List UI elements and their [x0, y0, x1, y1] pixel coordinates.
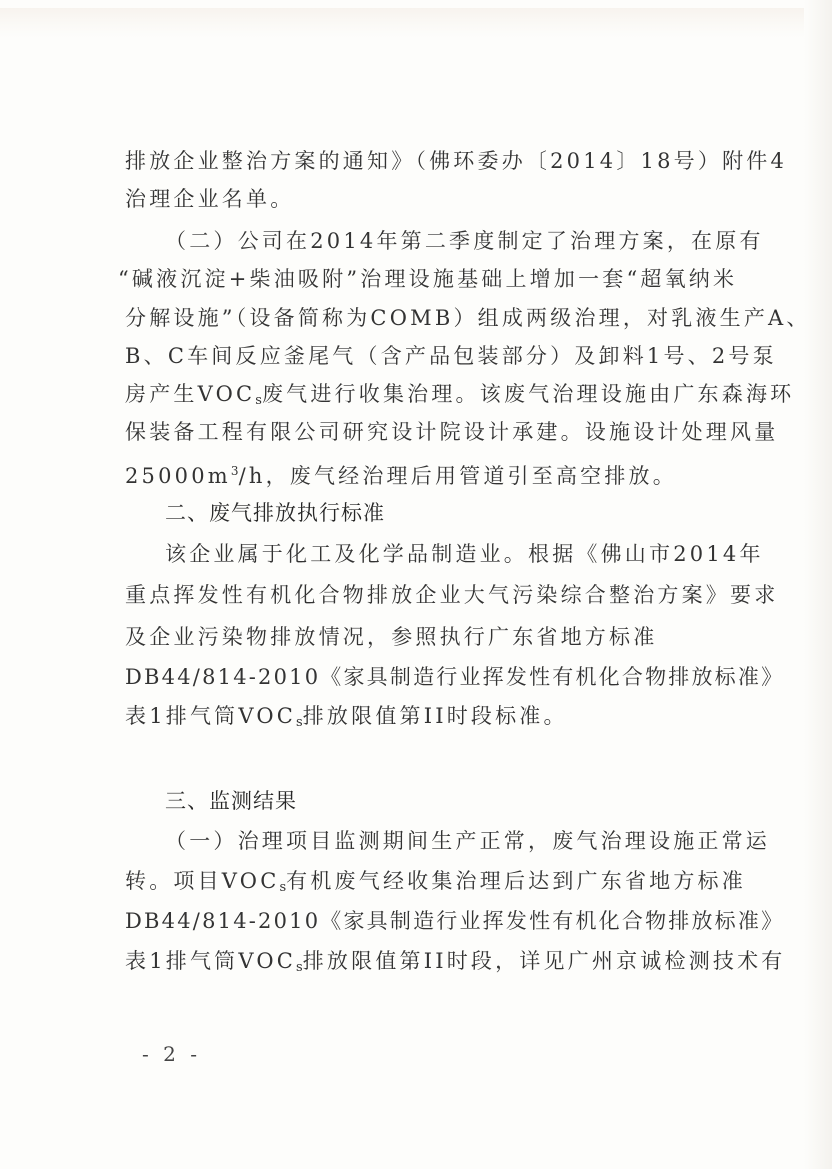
subscript-s: s: [255, 393, 262, 408]
superscript-3: 3: [230, 464, 239, 478]
text-run: 转。项目VOC: [125, 869, 280, 893]
paragraph-line: [125, 703, 725, 736]
text-run: 房产生VOC: [125, 382, 256, 406]
paragraph-line: [125, 381, 795, 414]
paragraph-line: [125, 948, 786, 981]
text-run: 表1排气筒VOC: [125, 949, 297, 973]
paragraph-line: （一）治理项目监测期间生产正常，废气治理设施正常运: [165, 829, 770, 853]
paragraph-line: 治理企业名单。: [125, 187, 295, 211]
paragraph-line: B、C车间反应釜尾气（含产品包装部分）及卸料1号、2号泵: [125, 344, 777, 368]
text-run: 排放限值第II时段，详见广州京诚检测技术有: [302, 949, 786, 973]
paragraph-line: 该企业属于化工及化学品制造业。根据《佛山市2014年: [165, 542, 764, 566]
paragraph-line: [125, 458, 725, 489]
section-heading-2: 二、废气排放执行标准: [165, 501, 385, 525]
paragraph-line: （二）公司在2014年第二季度制定了治理方案，在原有: [165, 229, 764, 253]
text-run: 废气进行收集治理。该废气治理设施由广东森海环: [261, 382, 795, 406]
paragraph-line: 保装备工程有限公司研究设计院设计承建。设施设计处理风量: [125, 420, 779, 444]
paragraph-line: DB44/814-2010《家具制造行业挥发性有机化合物排放标准》: [125, 909, 785, 933]
section-heading-3: 三、监测结果: [165, 789, 297, 813]
paragraph-line: “碱液沉淀+柴油吸附”治理设施基础上增加一套“超氧纳米: [118, 267, 738, 291]
text-run: 表1排气筒VOC: [125, 704, 297, 728]
paragraph-line: 及企业污染物排放情况，参照执行广东省地方标准: [125, 625, 658, 649]
paragraph-line: 排放企业整治方案的通知》（佛环委办〔2014〕18号）附件4: [125, 149, 788, 173]
paragraph-line: DB44/814-2010《家具制造行业挥发性有机化合物排放标准》: [125, 665, 785, 689]
text-run: /h，废气经治理后用管道引至高空排放。: [238, 464, 677, 488]
paragraph-line: 分解设施”（设备简称为COMB）组成两级治理，对乳液生产A、: [125, 306, 811, 330]
page-number: - 2 -: [142, 1042, 201, 1066]
paragraph-line: [125, 868, 746, 901]
subscript-s: s: [296, 960, 303, 975]
text-run: 有机废气经收集治理后达到广东省地方标准: [286, 869, 746, 893]
subscript-s: s: [296, 715, 303, 730]
subscript-s: s: [279, 880, 287, 895]
text-run: 25000m: [125, 464, 231, 488]
text-run: 排放限值第II时段标准。: [302, 704, 568, 728]
paragraph-line: 重点挥发性有机化合物排放企业大气污染综合整治方案》要求: [125, 583, 779, 607]
